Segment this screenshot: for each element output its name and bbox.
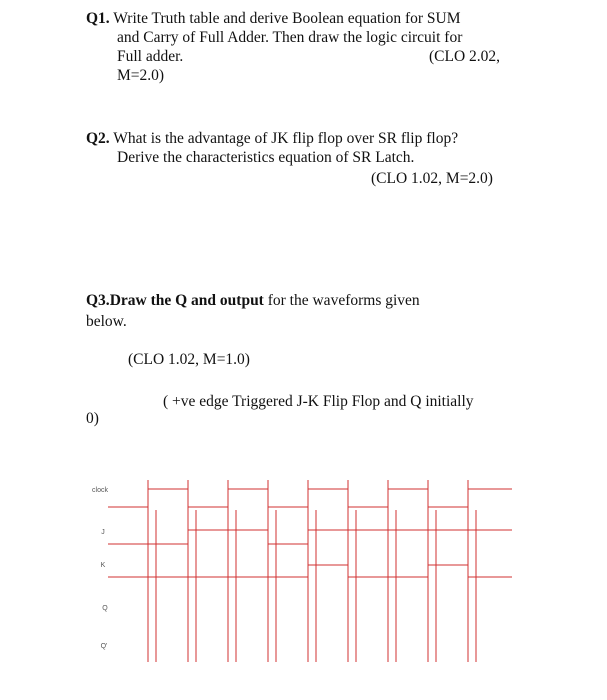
q1-text-line3: Full adder. xyxy=(117,48,184,65)
q3-note-cont: 0) xyxy=(86,410,99,427)
q3-text-rest: for the waveforms given xyxy=(267,292,420,309)
q2-text-line1: What is the advantage of JK flip flop over SR flip flop? xyxy=(113,130,459,147)
q1-text-line4: M=2.0) xyxy=(117,67,165,84)
signal-label-qbar: Q' xyxy=(100,643,108,650)
signal-label-j: J xyxy=(101,529,105,536)
signal-label-q: Q xyxy=(102,605,108,612)
q2-text-line2: Derive the characteristics equation of SR Latch. xyxy=(117,149,415,166)
q1-number: Q1. xyxy=(86,10,110,27)
q2-clo: (CLO 1.02, M=2.0) xyxy=(371,170,493,187)
signal-label-k: K xyxy=(100,562,106,569)
q1-text-line1: Write Truth table and derive Boolean equation for SUM xyxy=(113,10,461,27)
signal-label-clock: clock xyxy=(92,487,108,494)
q3-bold-text: Draw the Q and output xyxy=(109,292,264,309)
q2-number: Q2. xyxy=(86,130,110,147)
q1-text-line2: and Carry of Full Adder. Then draw the logic circuit for xyxy=(117,29,463,46)
q1-clo: (CLO 2.02, xyxy=(429,48,501,65)
q3-line1 xyxy=(86,292,420,310)
q3-note: ( +ve edge Triggered J-K Flip Flop and Q initially xyxy=(163,393,474,410)
q1-line1 xyxy=(86,10,461,28)
q3-clo: (CLO 1.02, M=1.0) xyxy=(128,351,250,368)
q2-line1 xyxy=(86,130,458,148)
waveform-diagram xyxy=(0,470,607,670)
q3-number: Q3. xyxy=(86,292,110,309)
q3-text-line2: below. xyxy=(86,313,127,330)
